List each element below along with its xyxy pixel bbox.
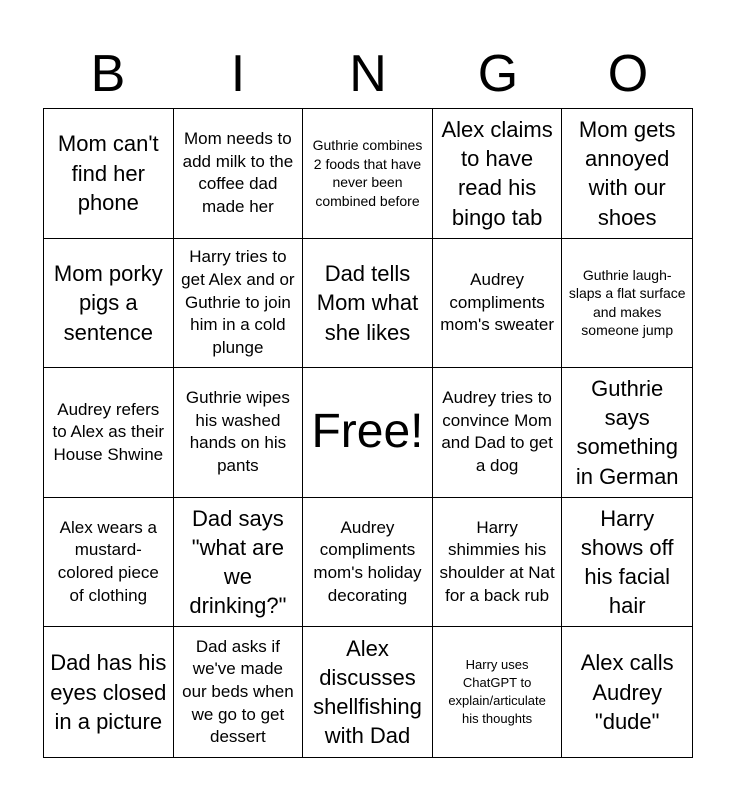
bingo-cell-r5c2[interactable]: [174, 627, 304, 757]
bingo-cell-text: Guthrie laugh-slaps a flat surface and makes someone jump: [568, 266, 686, 339]
bingo-cell-text: Harry shows off his facial hair: [580, 505, 674, 619]
bingo-cell-text: Alex wears a mustard-colored piece of clothing: [57, 517, 159, 605]
free-space-cell[interactable]: [303, 368, 433, 498]
bingo-cell-r2c3[interactable]: [303, 239, 433, 369]
bingo-cell-text: Audrey refers to Alex as their House Shwine: [52, 399, 165, 464]
bingo-board: [43, 108, 693, 758]
bingo-cell-r5c4[interactable]: [433, 627, 563, 757]
bingo-cell-text: Harry tries to get Alex and or Guthrie to join him in a cold plunge: [181, 247, 295, 357]
title-letter-n: N: [349, 45, 387, 103]
bingo-cell-r1c1[interactable]: [44, 109, 174, 239]
bingo-cell-r2c2[interactable]: [174, 239, 304, 369]
bingo-cell-r5c3[interactable]: [303, 627, 433, 757]
bingo-cell-text: Audrey compliments mom's sweater: [440, 269, 554, 335]
bingo-cell-text: Alex claims to have read his bingo tab: [441, 116, 553, 230]
bingo-cell-r4c3[interactable]: [303, 498, 433, 628]
bingo-cell-text: Dad tells Mom what she likes: [316, 261, 419, 345]
bingo-title: [43, 40, 693, 108]
bingo-cell-r5c5[interactable]: [562, 627, 692, 757]
title-letter-g: G: [477, 45, 519, 103]
bingo-cell-text: Audrey tries to convince Mom and Dad to get a dog: [441, 388, 553, 476]
bingo-cell-text: Guthrie says something in German: [575, 375, 679, 489]
bingo-cell-r2c5[interactable]: [562, 239, 692, 369]
title-letter-o: O: [607, 45, 649, 103]
bingo-cell-text: Guthrie wipes his washed hands on his pants: [185, 388, 290, 476]
bingo-cell-r4c2[interactable]: [174, 498, 304, 628]
bingo-cell-text: Alex calls Audrey "dude": [580, 650, 674, 734]
bingo-cell-r1c2[interactable]: [174, 109, 304, 239]
bingo-cell-r5c1[interactable]: [44, 627, 174, 757]
bingo-cell-text: Free!: [311, 405, 424, 459]
bingo-cell-r3c1[interactable]: [44, 368, 174, 498]
bingo-cell-text: Dad says "what are we drinking?": [189, 505, 287, 619]
bingo-cell-r2c1[interactable]: [44, 239, 174, 369]
title-letter-i: I: [230, 45, 246, 103]
bingo-cell-r1c3[interactable]: [303, 109, 433, 239]
bingo-cell-text: Alex discusses shellfishing with Dad: [313, 635, 422, 749]
bingo-cell-text: Mom porky pigs a sentence: [53, 261, 163, 345]
bingo-cell-r4c1[interactable]: [44, 498, 174, 628]
bingo-cell-r3c5[interactable]: [562, 368, 692, 498]
title-letter-b: B: [90, 45, 126, 103]
bingo-cell-text: Harry uses ChatGPT to explain/articulate his thoughts: [448, 656, 546, 727]
bingo-cell-r1c5[interactable]: [562, 109, 692, 239]
bingo-cell-text: Harry shimmies his shoulder at Nat for a back rub: [439, 517, 555, 605]
bingo-cell-text: Audrey compliments mom's holiday decorating: [313, 517, 422, 605]
bingo-cell-text: Mom gets annoyed with our shoes: [578, 116, 676, 230]
bingo-cell-text: Mom needs to add milk to the coffee dad made her: [182, 129, 294, 216]
bingo-cell-r3c4[interactable]: [433, 368, 563, 498]
bingo-cell-r2c4[interactable]: [433, 239, 563, 369]
bingo-cell-r3c2[interactable]: [174, 368, 304, 498]
bingo-cell-text: Dad asks if we've made our beds when we go to get dessert: [182, 636, 294, 747]
bingo-cell-r4c5[interactable]: [562, 498, 692, 628]
bingo-cell-r4c4[interactable]: [433, 498, 563, 628]
bingo-cell-r1c4[interactable]: [433, 109, 563, 239]
bingo-cell-text: Mom can't find her phone: [57, 131, 159, 215]
bingo-cell-text: Guthrie combines 2 foods that have never been combined before: [312, 137, 423, 209]
bingo-cell-text: Dad has his eyes closed in a picture: [50, 650, 167, 734]
